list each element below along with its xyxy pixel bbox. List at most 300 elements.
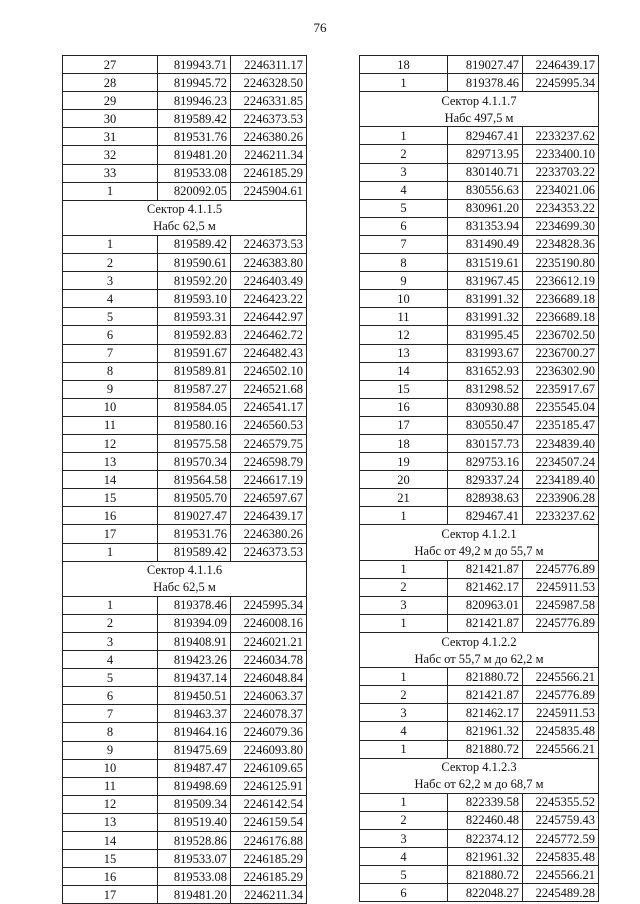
table-row	[360, 145, 599, 163]
point-number: 3	[63, 633, 158, 651]
x-coordinate: 819481.20	[158, 146, 231, 164]
table-row	[360, 235, 599, 253]
table-row	[63, 596, 307, 614]
table-row	[360, 453, 599, 471]
x-coordinate: 831991.32	[448, 290, 523, 308]
point-number: 10	[360, 290, 448, 308]
point-number: 1	[360, 74, 448, 92]
point-number: 21	[360, 489, 448, 507]
point-number: 19	[360, 453, 448, 471]
x-coordinate: 819498.69	[158, 777, 231, 795]
y-coordinate: 2246034.78	[231, 651, 307, 669]
x-coordinate: 819593.31	[158, 308, 231, 326]
y-coordinate: 2246482.43	[231, 344, 307, 362]
x-coordinate: 819519.40	[158, 813, 231, 831]
sector-title: Сектор 4.1.1.5	[63, 200, 307, 218]
x-coordinate: 821421.87	[448, 614, 523, 632]
x-coordinate: 830157.73	[448, 434, 523, 452]
x-coordinate: 821462.17	[448, 704, 523, 722]
table-row	[360, 830, 599, 848]
x-coordinate: 819589.81	[158, 362, 231, 380]
x-coordinate: 819450.51	[158, 687, 231, 705]
point-number: 1	[360, 127, 448, 145]
y-coordinate: 2246093.80	[231, 741, 307, 759]
table-row	[63, 886, 307, 904]
table-row	[63, 434, 307, 452]
y-coordinate: 2245776.89	[523, 560, 599, 578]
table-row	[360, 686, 599, 704]
sector-height: Набс от 55,7 м до 62,2 м	[360, 650, 599, 668]
table-row	[360, 471, 599, 489]
table-row	[63, 74, 307, 92]
table-row	[360, 489, 599, 507]
y-coordinate: 2246211.34	[231, 886, 307, 904]
point-number: 6	[360, 217, 448, 235]
y-coordinate: 2246008.16	[231, 614, 307, 632]
sector-header-row	[63, 561, 307, 579]
table-row	[63, 272, 307, 290]
x-coordinate: 819505.70	[158, 489, 231, 507]
point-number: 3	[360, 704, 448, 722]
y-coordinate: 2245489.28	[523, 884, 599, 902]
point-number: 17	[360, 416, 448, 434]
sector-header-row	[360, 758, 599, 776]
coordinates-table-left	[62, 55, 307, 904]
x-coordinate: 819533.08	[158, 868, 231, 886]
point-number: 11	[63, 416, 158, 434]
x-coordinate: 819475.69	[158, 741, 231, 759]
point-number: 17	[63, 525, 158, 543]
x-coordinate: 829467.41	[448, 507, 523, 525]
table-row	[63, 669, 307, 687]
point-number: 32	[63, 146, 158, 164]
x-coordinate: 819394.09	[158, 614, 231, 632]
point-number: 14	[63, 832, 158, 850]
point-number: 12	[63, 434, 158, 452]
y-coordinate: 2246311.17	[231, 56, 307, 74]
y-coordinate: 2246331.85	[231, 92, 307, 110]
y-coordinate: 2246048.84	[231, 669, 307, 687]
point-number: 3	[360, 163, 448, 181]
y-coordinate: 2246328.50	[231, 74, 307, 92]
sector-title: Сектор 4.1.2.1	[360, 525, 599, 543]
y-coordinate: 2236700.27	[523, 344, 599, 362]
point-number: 5	[63, 308, 158, 326]
x-coordinate: 821961.32	[448, 722, 523, 740]
table-row	[360, 866, 599, 884]
y-coordinate: 2245911.53	[523, 578, 599, 596]
table-row	[63, 723, 307, 741]
x-coordinate: 819531.76	[158, 128, 231, 146]
x-coordinate: 831967.45	[448, 272, 523, 290]
table-row	[360, 507, 599, 525]
point-number: 14	[63, 471, 158, 489]
x-coordinate: 831993.67	[448, 344, 523, 362]
point-number: 1	[360, 740, 448, 758]
sector-title: Сектор 4.1.2.3	[360, 758, 599, 776]
point-number: 4	[63, 651, 158, 669]
x-coordinate: 819533.08	[158, 164, 231, 182]
point-number: 28	[63, 74, 158, 92]
table-row	[360, 884, 599, 902]
table-row	[63, 777, 307, 795]
point-number: 2	[63, 254, 158, 272]
y-coordinate: 2246185.29	[231, 850, 307, 868]
table-row	[63, 471, 307, 489]
y-coordinate: 2233237.62	[523, 127, 599, 145]
y-coordinate: 2236302.90	[523, 362, 599, 380]
x-coordinate: 819592.20	[158, 272, 231, 290]
y-coordinate: 2246597.67	[231, 489, 307, 507]
y-coordinate: 2236612.19	[523, 272, 599, 290]
x-coordinate: 819575.58	[158, 434, 231, 452]
x-coordinate: 830930.88	[448, 398, 523, 416]
x-coordinate: 830550.47	[448, 416, 523, 434]
x-coordinate: 819463.37	[158, 705, 231, 723]
x-coordinate: 819945.72	[158, 74, 231, 92]
sector-subheader-row	[360, 109, 599, 127]
sector-header-row	[360, 633, 599, 651]
y-coordinate: 2236702.50	[523, 326, 599, 344]
table-row	[63, 868, 307, 886]
x-coordinate: 819509.34	[158, 795, 231, 813]
y-coordinate: 2233703.22	[523, 163, 599, 181]
y-coordinate: 2246442.97	[231, 308, 307, 326]
table-row	[360, 722, 599, 740]
y-coordinate: 2246502.10	[231, 362, 307, 380]
point-number: 11	[360, 308, 448, 326]
sector-height: Набс 62,5 м	[63, 579, 307, 597]
point-number: 8	[63, 723, 158, 741]
sector-title: Сектор 4.1.1.7	[360, 92, 599, 110]
table-row	[360, 344, 599, 362]
table-row	[63, 362, 307, 380]
table-row	[360, 434, 599, 452]
table-row	[360, 380, 599, 398]
sector-title: Сектор 4.1.2.2	[360, 633, 599, 651]
x-coordinate: 819487.47	[158, 759, 231, 777]
point-number: 3	[360, 830, 448, 848]
point-number: 8	[360, 254, 448, 272]
x-coordinate: 819589.42	[158, 543, 231, 561]
x-coordinate: 831652.93	[448, 362, 523, 380]
y-coordinate: 2245566.21	[523, 866, 599, 884]
y-coordinate: 2234189.40	[523, 471, 599, 489]
x-coordinate: 829713.95	[448, 145, 523, 163]
y-coordinate: 2236689.18	[523, 290, 599, 308]
point-number: 2	[63, 614, 158, 632]
y-coordinate: 2234353.22	[523, 199, 599, 217]
table-row	[360, 704, 599, 722]
y-coordinate: 2233906.28	[523, 489, 599, 507]
point-number: 31	[63, 128, 158, 146]
y-coordinate: 2246462.72	[231, 326, 307, 344]
x-coordinate: 819943.71	[158, 56, 231, 74]
sector-height: Набс от 49,2 м до 55,7 м	[360, 543, 599, 561]
point-number: 3	[360, 596, 448, 614]
x-coordinate: 819593.10	[158, 290, 231, 308]
point-number: 18	[360, 434, 448, 452]
sector-subheader-row	[360, 543, 599, 561]
table-row	[63, 633, 307, 651]
x-coordinate: 822460.48	[448, 811, 523, 829]
point-number: 30	[63, 110, 158, 128]
point-number: 4	[360, 848, 448, 866]
x-coordinate: 819437.14	[158, 669, 231, 687]
table-row	[63, 741, 307, 759]
point-number: 8	[63, 362, 158, 380]
point-number: 1	[63, 596, 158, 614]
y-coordinate: 2246521.68	[231, 380, 307, 398]
point-number: 2	[360, 686, 448, 704]
x-coordinate: 829753.16	[448, 453, 523, 471]
x-coordinate: 830140.71	[448, 163, 523, 181]
x-coordinate: 819027.47	[448, 56, 523, 74]
x-coordinate: 819533.07	[158, 850, 231, 868]
sector-height: Набс 62,5 м	[63, 218, 307, 236]
point-number: 2	[360, 811, 448, 829]
y-coordinate: 2234507.24	[523, 453, 599, 471]
x-coordinate: 820963.01	[448, 596, 523, 614]
y-coordinate: 2246439.17	[523, 56, 599, 74]
y-coordinate: 2245776.89	[523, 614, 599, 632]
y-coordinate: 2246617.19	[231, 471, 307, 489]
table-row	[360, 793, 599, 811]
point-number: 13	[360, 344, 448, 362]
y-coordinate: 2246063.37	[231, 687, 307, 705]
table-row	[63, 832, 307, 850]
point-number: 12	[63, 795, 158, 813]
x-coordinate: 819378.46	[448, 74, 523, 92]
table-row	[63, 489, 307, 507]
y-coordinate: 2245835.48	[523, 722, 599, 740]
table-row	[360, 217, 599, 235]
y-coordinate: 2235545.04	[523, 398, 599, 416]
x-coordinate: 831353.94	[448, 217, 523, 235]
point-number: 4	[63, 290, 158, 308]
x-coordinate: 819587.27	[158, 380, 231, 398]
point-number: 5	[360, 866, 448, 884]
point-number: 15	[63, 489, 158, 507]
point-number: 11	[63, 777, 158, 795]
x-coordinate: 819408.91	[158, 633, 231, 651]
y-coordinate: 2246373.53	[231, 235, 307, 253]
y-coordinate: 2246403.49	[231, 272, 307, 290]
y-coordinate: 2233237.62	[523, 507, 599, 525]
y-coordinate: 2246373.53	[231, 110, 307, 128]
y-coordinate: 2245987.58	[523, 596, 599, 614]
point-number: 6	[63, 326, 158, 344]
y-coordinate: 2245995.34	[523, 74, 599, 92]
point-number: 15	[360, 380, 448, 398]
x-coordinate: 821880.72	[448, 866, 523, 884]
x-coordinate: 819589.42	[158, 235, 231, 253]
table-row	[360, 398, 599, 416]
point-number: 15	[63, 850, 158, 868]
point-number: 6	[63, 687, 158, 705]
y-coordinate: 2235185.47	[523, 416, 599, 434]
table-row	[360, 163, 599, 181]
point-number: 9	[63, 380, 158, 398]
y-coordinate: 2246109.65	[231, 759, 307, 777]
table-row	[63, 850, 307, 868]
table-row	[360, 596, 599, 614]
page-number: 76	[313, 20, 327, 35]
table-row	[63, 380, 307, 398]
x-coordinate: 821880.72	[448, 668, 523, 686]
table-row	[360, 127, 599, 145]
table-row	[360, 290, 599, 308]
x-coordinate: 821421.87	[448, 560, 523, 578]
point-number: 2	[360, 145, 448, 163]
table-row	[63, 110, 307, 128]
point-number: 3	[63, 272, 158, 290]
y-coordinate: 2246373.53	[231, 543, 307, 561]
point-number: 1	[360, 793, 448, 811]
y-coordinate: 2246021.21	[231, 633, 307, 651]
x-coordinate: 822374.12	[448, 830, 523, 848]
y-coordinate: 2246142.54	[231, 795, 307, 813]
y-coordinate: 2245776.89	[523, 686, 599, 704]
table-row	[360, 326, 599, 344]
table-row	[360, 199, 599, 217]
x-coordinate: 819528.86	[158, 832, 231, 850]
table-row	[63, 416, 307, 434]
table-row	[360, 74, 599, 92]
table-row	[63, 290, 307, 308]
point-number: 1	[360, 668, 448, 686]
table-row	[360, 614, 599, 632]
y-coordinate: 2234839.40	[523, 434, 599, 452]
x-coordinate: 819570.34	[158, 453, 231, 471]
x-coordinate: 819464.16	[158, 723, 231, 741]
table-row	[63, 759, 307, 777]
point-number: 16	[360, 398, 448, 416]
x-coordinate: 821421.87	[448, 686, 523, 704]
y-coordinate: 2236689.18	[523, 308, 599, 326]
y-coordinate: 2245835.48	[523, 848, 599, 866]
sector-height: Набс 497,5 м	[360, 109, 599, 127]
table-row	[63, 687, 307, 705]
point-number: 7	[360, 235, 448, 253]
sector-header-row	[360, 92, 599, 110]
sector-height: Набс от 62,2 м до 68,7 м	[360, 776, 599, 794]
y-coordinate: 2246079.36	[231, 723, 307, 741]
x-coordinate: 830961.20	[448, 199, 523, 217]
sector-subheader-row	[63, 579, 307, 597]
table-row	[63, 453, 307, 471]
table-row	[63, 182, 307, 200]
y-coordinate: 2246423.22	[231, 290, 307, 308]
table-row	[63, 507, 307, 525]
point-number: 14	[360, 362, 448, 380]
point-number: 4	[360, 181, 448, 199]
y-coordinate: 2245911.53	[523, 704, 599, 722]
y-coordinate: 2246185.29	[231, 164, 307, 182]
point-number: 13	[63, 813, 158, 831]
table-row	[63, 235, 307, 253]
y-coordinate: 2246439.17	[231, 507, 307, 525]
x-coordinate: 829467.41	[448, 127, 523, 145]
point-number: 29	[63, 92, 158, 110]
x-coordinate: 829337.24	[448, 471, 523, 489]
table-row	[360, 362, 599, 380]
point-number: 7	[63, 705, 158, 723]
point-number: 5	[360, 199, 448, 217]
x-coordinate: 819590.61	[158, 254, 231, 272]
x-coordinate: 819592.83	[158, 326, 231, 344]
table-row	[63, 344, 307, 362]
table-row	[63, 254, 307, 272]
x-coordinate: 819027.47	[158, 507, 231, 525]
y-coordinate: 2245566.21	[523, 668, 599, 686]
table-row	[360, 578, 599, 596]
y-coordinate: 2246579.75	[231, 434, 307, 452]
point-number: 9	[360, 272, 448, 290]
table-row	[63, 308, 307, 326]
table-row	[360, 560, 599, 578]
point-number: 1	[360, 507, 448, 525]
table-row	[63, 128, 307, 146]
y-coordinate: 2246383.80	[231, 254, 307, 272]
x-coordinate: 831519.61	[448, 254, 523, 272]
table-row	[360, 254, 599, 272]
x-coordinate: 821961.32	[448, 848, 523, 866]
x-coordinate: 831298.52	[448, 380, 523, 398]
point-number: 16	[63, 868, 158, 886]
table-row	[63, 164, 307, 182]
point-number: 20	[360, 471, 448, 489]
x-coordinate: 819591.67	[158, 344, 231, 362]
y-coordinate: 2246541.17	[231, 398, 307, 416]
point-number: 4	[360, 722, 448, 740]
sector-title: Сектор 4.1.1.6	[63, 561, 307, 579]
table-row	[360, 848, 599, 866]
table-row	[360, 740, 599, 758]
table-row	[63, 56, 307, 74]
sector-subheader-row	[63, 218, 307, 236]
table-row	[360, 181, 599, 199]
x-coordinate: 819423.26	[158, 651, 231, 669]
y-coordinate: 2245772.59	[523, 830, 599, 848]
x-coordinate: 831991.32	[448, 308, 523, 326]
sector-subheader-row	[360, 650, 599, 668]
y-coordinate: 2245904.61	[231, 182, 307, 200]
table-row	[63, 813, 307, 831]
table-row	[63, 326, 307, 344]
point-number: 12	[360, 326, 448, 344]
y-coordinate: 2246211.34	[231, 146, 307, 164]
x-coordinate: 819580.16	[158, 416, 231, 434]
table-row	[360, 811, 599, 829]
table-row	[63, 146, 307, 164]
x-coordinate: 819946.23	[158, 92, 231, 110]
table-row	[360, 272, 599, 290]
x-coordinate: 819378.46	[158, 596, 231, 614]
point-number: 10	[63, 398, 158, 416]
point-number: 2	[360, 578, 448, 596]
table-row	[63, 614, 307, 632]
table-row	[63, 525, 307, 543]
table-row	[360, 56, 599, 74]
x-coordinate: 831490.49	[448, 235, 523, 253]
x-coordinate: 819564.58	[158, 471, 231, 489]
x-coordinate: 819589.42	[158, 110, 231, 128]
coordinates-table-right	[359, 55, 599, 902]
y-coordinate: 2246176.88	[231, 832, 307, 850]
y-coordinate: 2235917.67	[523, 380, 599, 398]
point-number: 9	[63, 741, 158, 759]
